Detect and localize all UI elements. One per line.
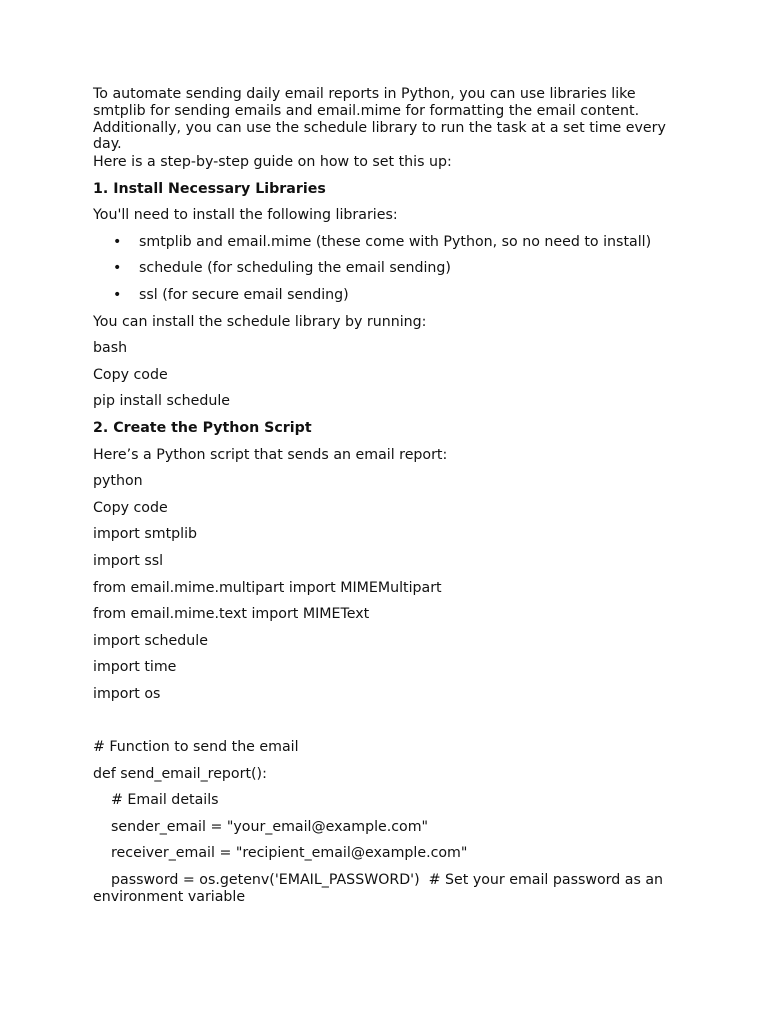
intro-paragraph: To automate sending daily email reports in Python, you can use libraries like smtplib for sending emails and email.mime for formatting the email content. Additionally, you can use the schedule library to run the task at a set time every day. [93, 86, 666, 153]
code-language-label: python [93, 473, 143, 490]
code-line: sender_email = "your_email@example.com" [93, 818, 429, 835]
password-code-line: password = os.getenv('EMAIL_PASSWORD') # Set your email password as an environment variable [93, 872, 668, 905]
blank-line [93, 712, 673, 739]
code-line: import time [93, 659, 177, 676]
bullet-icon: • [113, 233, 122, 250]
bullet-icon: • [113, 260, 122, 277]
list-item [93, 234, 673, 261]
library-list [93, 234, 673, 314]
code-line: import os [93, 685, 161, 702]
section-2-heading: 2. Create the Python Script [93, 419, 312, 436]
list-item-text: smtplib and email.mime (these come with Python, so no need to install) [139, 233, 652, 250]
code-line: from email.mime.text import MIMEText [93, 606, 370, 623]
install-command: pip install schedule [93, 393, 231, 410]
section-1-heading: 1. Install Necessary Libraries [93, 180, 326, 197]
guide-intro: Here is a step-by-step guide on how to set this up: [93, 154, 452, 170]
copy-code-text: Copy code [93, 366, 168, 383]
section-2-lead: Here’s a Python script that sends an email report: [93, 446, 448, 463]
section-1-lead: You'll need to install the following libraries: [93, 207, 398, 224]
install-note: You can install the schedule library by running: [93, 313, 427, 330]
list-item-text: schedule (for scheduling the email sending) [139, 260, 451, 277]
list-item [93, 287, 673, 314]
code-line: # Email details [93, 792, 219, 809]
code-line: import ssl [93, 552, 164, 569]
function-definition: def send_email_report(): [93, 765, 267, 782]
code-line: receiver_email = "recipient_email@example.com" [93, 845, 468, 862]
code-language-label: bash [93, 340, 128, 357]
bullet-icon: • [113, 286, 122, 303]
code-line: import smtplib [93, 526, 198, 543]
code-comment: # Function to send the email [93, 739, 299, 756]
code-line: import schedule [93, 632, 208, 649]
copy-code-text: Copy code [93, 499, 168, 516]
code-line: from email.mime.multipart import MIMEMultipart [93, 579, 442, 596]
list-item [93, 260, 673, 287]
list-item-text: ssl (for secure email sending) [139, 286, 349, 303]
document-page [93, 86, 673, 906]
